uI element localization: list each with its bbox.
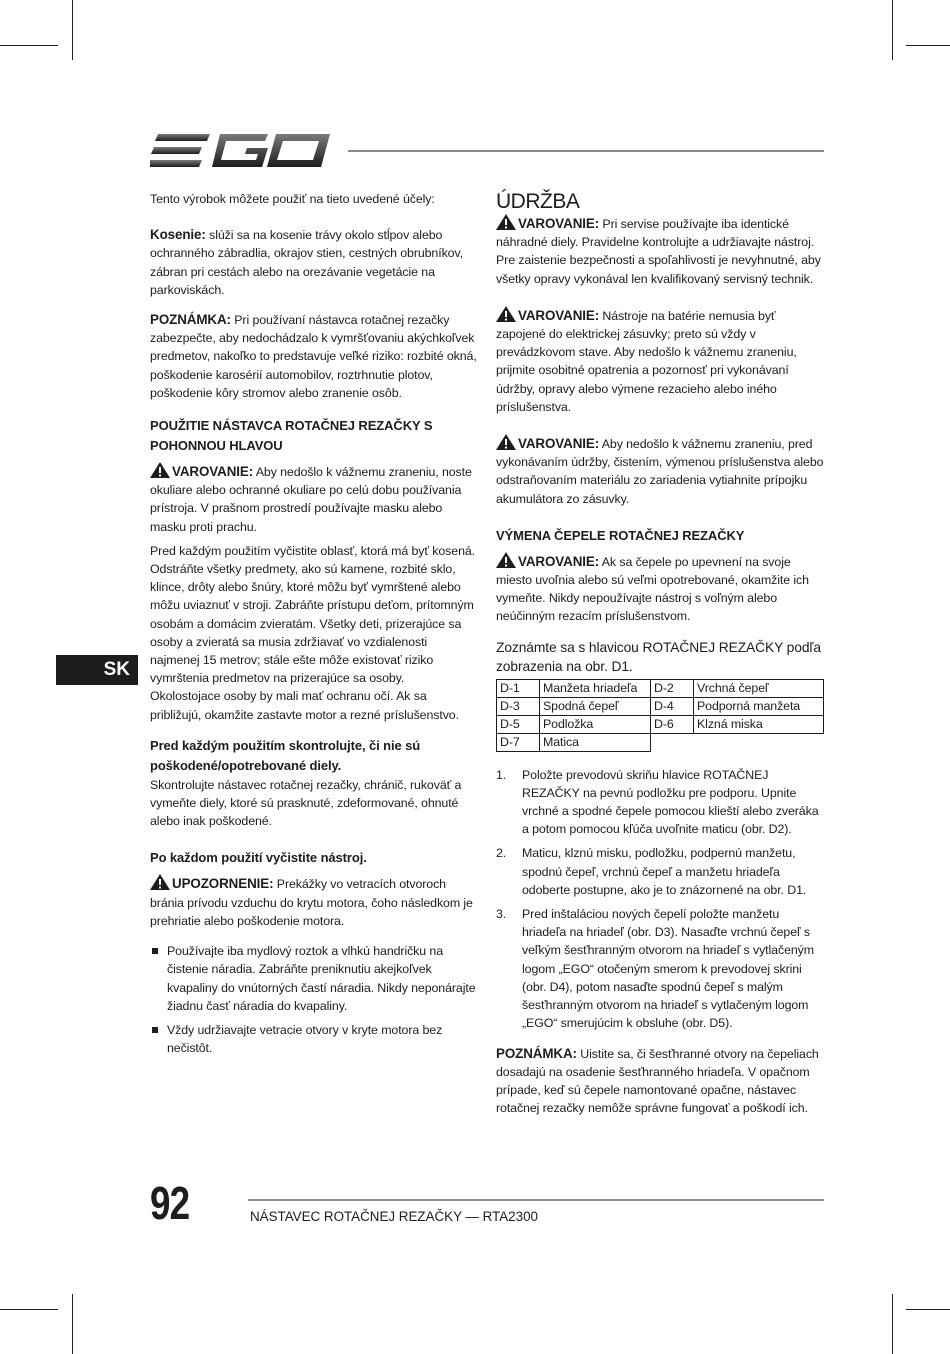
part-code: D-5 — [497, 715, 540, 733]
cleaning-paragraph: Pred každým použitím vyčistite oblasť, ktorá má byť kosená. Odstráňte všetky predmety, ako sú kamene, rozbité sklo, klince, drôty alebo šnúry, ktoré môžu byť vymrštené alebo môžu uviaznuť v stroji. Zabráňte prístupu deťom, prítomným osobám a domácim zvieratám. Všetky deti, prizerajúce sa osoby a zvieratá sa musia zdržiavať vo vzdialenosti najmenej 15 metrov; stále ešte môže existovať riziko vymrštenia predmetov na prizerajúce sa osoby. Okolostojace osoby by mali mať ochranu očí. Ak sa približujú, okamžite zastavte motor a rezné príslušenstvo. — [150, 543, 475, 722]
warning-paragraph — [496, 434, 824, 508]
section-heading: VÝMENA ČEPELE ROTAČNEJ REZAČKY — [496, 527, 745, 543]
warning-paragraph — [496, 306, 824, 416]
footer-rule — [248, 1199, 824, 1201]
warning-text: Pri servise používajte iba identické náhradné diely. Pravidelne kontrolujte a udržiavajte nástroj. Pre zaistenie bezpečnosti a spoľahlivosti je nevyhnutné, aby všetky opravy vykonával len kvalifikovaný servisný technik. — [496, 217, 821, 286]
page-number: 92 — [150, 1177, 190, 1229]
warning-label: VAROVANIE: — [518, 307, 600, 323]
note-text: Uistite sa, či šesťhranné otvory na čepeliach dosadajú na osadenie šesťhranného hriadeľa. V opačnom prípade, keď sú čepele namontované opačne, nástavec rotačnej rezačky nemôže správne fungovať a poškodí ich. — [496, 1046, 819, 1116]
steps-list — [496, 766, 824, 1033]
kosenie-paragraph — [150, 226, 477, 299]
maintenance-bullet-list — [150, 942, 477, 1057]
warning-text: Aby nedošlo k vážnemu zraneniu, pred vykonávaním údržby, čistením, výmenou príslušenstva alebo odstraňovaním materiálu zo zariadenia vytiahnite prípojku akumulátora zo zásuvky. — [496, 437, 824, 506]
part-code: D-2 — [651, 679, 694, 697]
part-name: Podložka — [540, 715, 651, 733]
note-paragraph — [150, 311, 477, 402]
kosenie-label: Kosenie: — [150, 227, 206, 243]
crop-mark — [906, 1309, 950, 1310]
caution-text: Prekážky vo vetracích otvoroch bránia prívodu vzduchu do krytu motora, čoho následkom je prehriatie alebo poškodenie motora. — [150, 877, 473, 928]
warning-label: VAROVANIE: — [518, 216, 600, 231]
list-item — [496, 905, 824, 1032]
table-row — [497, 697, 824, 715]
warning-text: Nástroje na batérie nemusia byť zapojené do elektrickej zásuvky; preto sú vždy v prevádzkovom stave. Aby nedošlo k vážnemu zraneniu, prijmite osobitné opatrenia a pozornosť pri vykonávaní údržby, opravy alebo výmene rezacieho alebo iného príslušenstva. — [496, 308, 797, 414]
language-tab: SK — [56, 655, 138, 685]
caution-paragraph — [150, 874, 477, 930]
part-code: D-1 — [497, 679, 540, 697]
warning-icon — [150, 874, 170, 890]
step-number: 1. — [496, 767, 507, 782]
bullet-square-icon — [152, 948, 158, 954]
warning-text: Aby nedošlo k vážnemu zraneniu, noste okuliare alebo ochranné okuliare po celú dobu používania prístroja. V prašnom prostredí používajte masku alebo masku proti prachu. — [150, 465, 472, 534]
step-text: Maticu, klznú misku, podložku, podpernú manžetu, spodnú čepeľ, vrchnú čepeľ a manžetu hriadeľa odoberte postupne, ako je to znázornené na obr. D1. — [522, 846, 807, 897]
table-row — [497, 679, 824, 697]
bullet-square-icon — [152, 1027, 158, 1033]
table-row — [497, 733, 824, 751]
warning-label: VAROVANIE: — [518, 436, 600, 452]
crop-mark — [906, 45, 950, 46]
left-column — [150, 190, 477, 1063]
warning-label: VAROVANIE: — [172, 464, 254, 480]
part-code: D-7 — [497, 733, 540, 751]
warning-paragraph — [496, 552, 824, 626]
part-code: D-6 — [651, 715, 694, 733]
warning-icon — [496, 552, 516, 568]
part-name: Matica — [540, 733, 651, 751]
part-name: Vrchná čepeľ — [694, 679, 824, 697]
warning-icon — [150, 462, 170, 478]
list-item — [496, 766, 824, 839]
table-row — [497, 715, 824, 733]
header-rule — [348, 150, 824, 152]
note-text: Pri používaní nástavca rotačnej rezačky zabezpečte, aby nedochádzalo k vymršťovaniu akýchkoľvek predmetov, nakoľko to predstavuje veľké riziko: rozbité okná, poškodenie karosérií automobilov, roztrhnutie plotov, poškodenie kôry stromov alebo zranenie osôb. — [150, 313, 477, 400]
section-title-maintenance: ÚDRŽBA — [496, 190, 580, 213]
list-item — [496, 844, 824, 899]
caution-label: UPOZORNENIE: — [172, 876, 274, 892]
crop-mark — [72, 1294, 73, 1354]
intro-text: Tento výrobok môžete použiť na tieto uvedené účely: — [150, 192, 435, 206]
kosenie-text: slúži sa na kosenie trávy okolo stĺpov alebo ochranného zábradlia, okrajov stien, cestných obrubníkov, zábran pri cestách alebo na orezávanie vegetácie na parkoviskách. — [150, 228, 463, 297]
crop-mark — [0, 45, 58, 46]
note-label: POZNÁMKA: — [496, 1045, 577, 1061]
empty-cell — [694, 733, 824, 751]
note-label: POZNÁMKA: — [150, 312, 231, 328]
part-name: Spodná čepeľ — [540, 697, 651, 715]
ego-logo — [150, 128, 332, 174]
note-paragraph — [496, 1045, 824, 1118]
empty-cell — [651, 733, 694, 751]
part-name: Manžeta hriadeľa — [540, 679, 651, 697]
inspection-paragraph: Skontrolujte nástavec rotačnej rezačky, chránič, rukoväť a vymeňte diely, ktoré sú prasknuté, zdeformované, ohnuté alebo inak poškodené. — [150, 777, 462, 829]
footer-title: NÁSTAVEC ROTAČNEJ REZAČKY — RTA2300 — [250, 1209, 538, 1224]
warning-paragraph — [150, 462, 477, 536]
warning-text: Ak sa čepele po upevnení na svoje miesto uvoľnia alebo sú veľmi opotrebované, okamžite ich vymeňte. Nikdy nepoužívajte nástroj s voľným alebo neúčinným rezacím príslušenstvom. — [496, 554, 809, 624]
warning-icon — [496, 214, 516, 230]
crop-mark — [892, 1294, 893, 1354]
part-code: D-4 — [651, 697, 694, 715]
crop-mark — [0, 1309, 58, 1310]
step-number: 3. — [496, 907, 507, 922]
parts-intro: Zoznámte sa s hlavicou ROTAČNEJ REZAČKY podľa zobrazenia na obr. D1. — [496, 639, 821, 674]
part-code: D-3 — [497, 697, 540, 715]
step-text: Položte prevodovú skriňu hlavice ROTAČNEJ REZAČKY na pevnú podložku pre podporu. Upnite vrchné a spodné čepele pomocou klieští alebo zveráka a potom pomocou kľúča uvoľnite maticu (obr. D2). — [522, 767, 819, 837]
right-column — [496, 190, 824, 1117]
warning-paragraph — [496, 214, 824, 288]
step-number: 2. — [496, 846, 507, 861]
clean-tool-subheading: Po každom použití vyčistite nástroj. — [150, 850, 367, 866]
ego-logo-graphic — [150, 128, 332, 174]
list-item: Používajte iba mydlový roztok a vlhkú handričku na čistenie náradia. Zabráňte preniknutiu akejkoľvek kvapaliny do vnútorných častí náradia. Nikdy neponárajte žiadnu časť náradia do kvapaliny. — [150, 942, 477, 1015]
crop-mark — [892, 0, 893, 60]
inspection-subheading: Pred každým použitím skontrolujte, či nie sú poškodené/opotrebované diely. — [150, 737, 421, 773]
step-text: Pred inštaláciou nových čepelí položte manžetu hriadeľa na hriadeľ (obr. D3). Nasaďte vrchnú čepeľ s veľkým šesťhranným otvorom na hriadeľ s vytlačeným logom „EGO“ otočeným smerom k prevodovej skrini (obr. D4), potom nasaďte spodnú čepeľ s malým šesťhranným otvorom na hriadeľ s vytlačeným logom „EGO“ smerujúcim k obsluhe (obr. D5). — [522, 907, 814, 1031]
part-name: Podporná manžeta — [694, 697, 824, 715]
parts-table — [496, 679, 824, 752]
warning-icon — [496, 434, 516, 450]
warning-label: VAROVANIE: — [518, 553, 600, 569]
part-name: Klzná miska — [694, 715, 824, 733]
warning-icon — [496, 306, 516, 322]
crop-mark — [72, 0, 73, 60]
section-heading: POUŽITIE NÁSTAVCA ROTAČNEJ REZAČKY S POHONNOU HLAVOU — [150, 418, 433, 454]
list-item: Vždy udržiavajte vetracie otvory v kryte motora bez nečistôt. — [150, 1021, 477, 1057]
